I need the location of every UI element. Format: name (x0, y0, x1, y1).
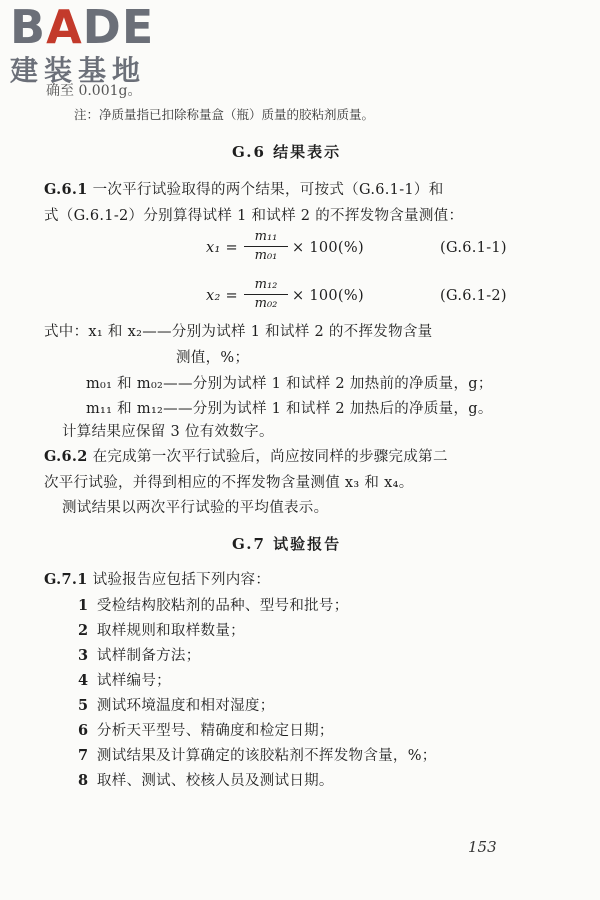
where-line-1-cont: 测值，%； (176, 350, 250, 366)
eq1-ref: (G.6.1-1) (440, 240, 507, 256)
clause-number: G.7.1 (44, 571, 88, 588)
item-text: 取样规则和取样数量； (96, 623, 245, 639)
clause-g71 (44, 568, 270, 589)
clause-text: 一次平行试验取得的两个结果，可按式（G.6.1-1）和 (92, 182, 444, 198)
eq2-rhs: × 100(%) (292, 288, 364, 304)
section-heading-g6: G.6 结果表示 (232, 143, 342, 161)
clause-number: G.6.2 (44, 448, 88, 465)
clause-g62-line2: 次平行试验，并得到相应的不挥发物含量测值 x₃ 和 x₄。 (44, 475, 414, 491)
eq2-numerator: m₁₂ (254, 277, 278, 292)
item-text: 试样编号； (96, 673, 171, 689)
bade-logo (10, 0, 155, 54)
eq2-ref: (G.6.1-2) (440, 288, 507, 304)
logo-accent-letter: A (46, 0, 83, 54)
list-item (78, 719, 334, 740)
item-text: 试样制备方法； (96, 648, 201, 664)
list-item (78, 619, 245, 640)
logo-letters: B (10, 0, 47, 54)
cut-off-text: 确至 0.001g。 (46, 83, 142, 99)
item-number: 3 (78, 647, 89, 664)
precision-text: 计算结果应保留 3 位有效数字。 (62, 424, 274, 440)
eq2-lhs: x₂ = (206, 288, 238, 304)
eq1-denominator: m₀₁ (254, 248, 278, 263)
page-number: 153 (468, 838, 497, 856)
item-text: 测试环境温度和相对湿度； (96, 698, 275, 714)
item-number: 1 (78, 597, 89, 614)
item-text: 受检结构胶粘剂的品种、型号和批号； (96, 598, 349, 614)
list-item (78, 644, 201, 665)
clause-g61-line2: 式（G.6.1-2）分别算得试样 1 和试样 2 的不挥发物含量测值： (44, 208, 464, 224)
average-text: 测试结果以两次平行试验的平均值表示。 (62, 500, 329, 516)
list-item (78, 694, 275, 715)
eq1-lhs: x₁ = (206, 240, 238, 256)
clause-g61-line1 (44, 178, 444, 199)
note-text: 注：净质量指已扣除称量盒（瓶）质量的胶粘剂质量。 (74, 107, 375, 122)
list-item (78, 594, 349, 615)
list-item (78, 744, 437, 765)
eq2-fraction (244, 277, 288, 312)
clause-text: 在完成第一次平行试验后，尚应按同样的步骤完成第二 (92, 449, 448, 465)
where-line-2: m₀₁ 和 m₀₂——分别为试样 1 和试样 2 加热前的净质量，g； (86, 376, 493, 392)
eq1-numerator: m₁₁ (254, 229, 278, 244)
fraction-bar (244, 294, 288, 295)
clause-number: G.6.1 (44, 181, 88, 198)
item-number: 8 (78, 772, 89, 789)
list-item (78, 769, 334, 790)
clause-g62-line1 (44, 445, 448, 466)
item-text: 取样、测试、校核人员及测试日期。 (96, 773, 334, 789)
logo-letters-suffix: DE (82, 0, 155, 54)
list-item (78, 669, 171, 690)
fraction-bar (244, 246, 288, 247)
clause-text: 试验报告应包括下列内容： (92, 572, 271, 588)
item-number: 5 (78, 697, 89, 714)
eq1-fraction (244, 229, 288, 264)
section-heading-g7: G.7 试验报告 (232, 535, 342, 553)
item-text: 分析天平型号、精确度和检定日期； (96, 723, 334, 739)
where-line-3: m₁₁ 和 m₁₂——分别为试样 1 和试样 2 加热后的净质量，g。 (86, 401, 493, 417)
item-number: 4 (78, 672, 89, 689)
where-line-1: 式中：x₁ 和 x₂——分别为试样 1 和试样 2 的不挥发物含量 (44, 324, 433, 340)
eq2-denominator: m₀₂ (254, 296, 278, 311)
item-text: 测试结果及计算确定的该胶粘剂不挥发物含量，%； (96, 748, 437, 764)
item-number: 2 (78, 622, 89, 639)
item-number: 6 (78, 722, 89, 739)
item-number: 7 (78, 747, 89, 764)
eq1-rhs: × 100(%) (292, 240, 364, 256)
logo-subtitle: 建装基地 (10, 54, 147, 87)
